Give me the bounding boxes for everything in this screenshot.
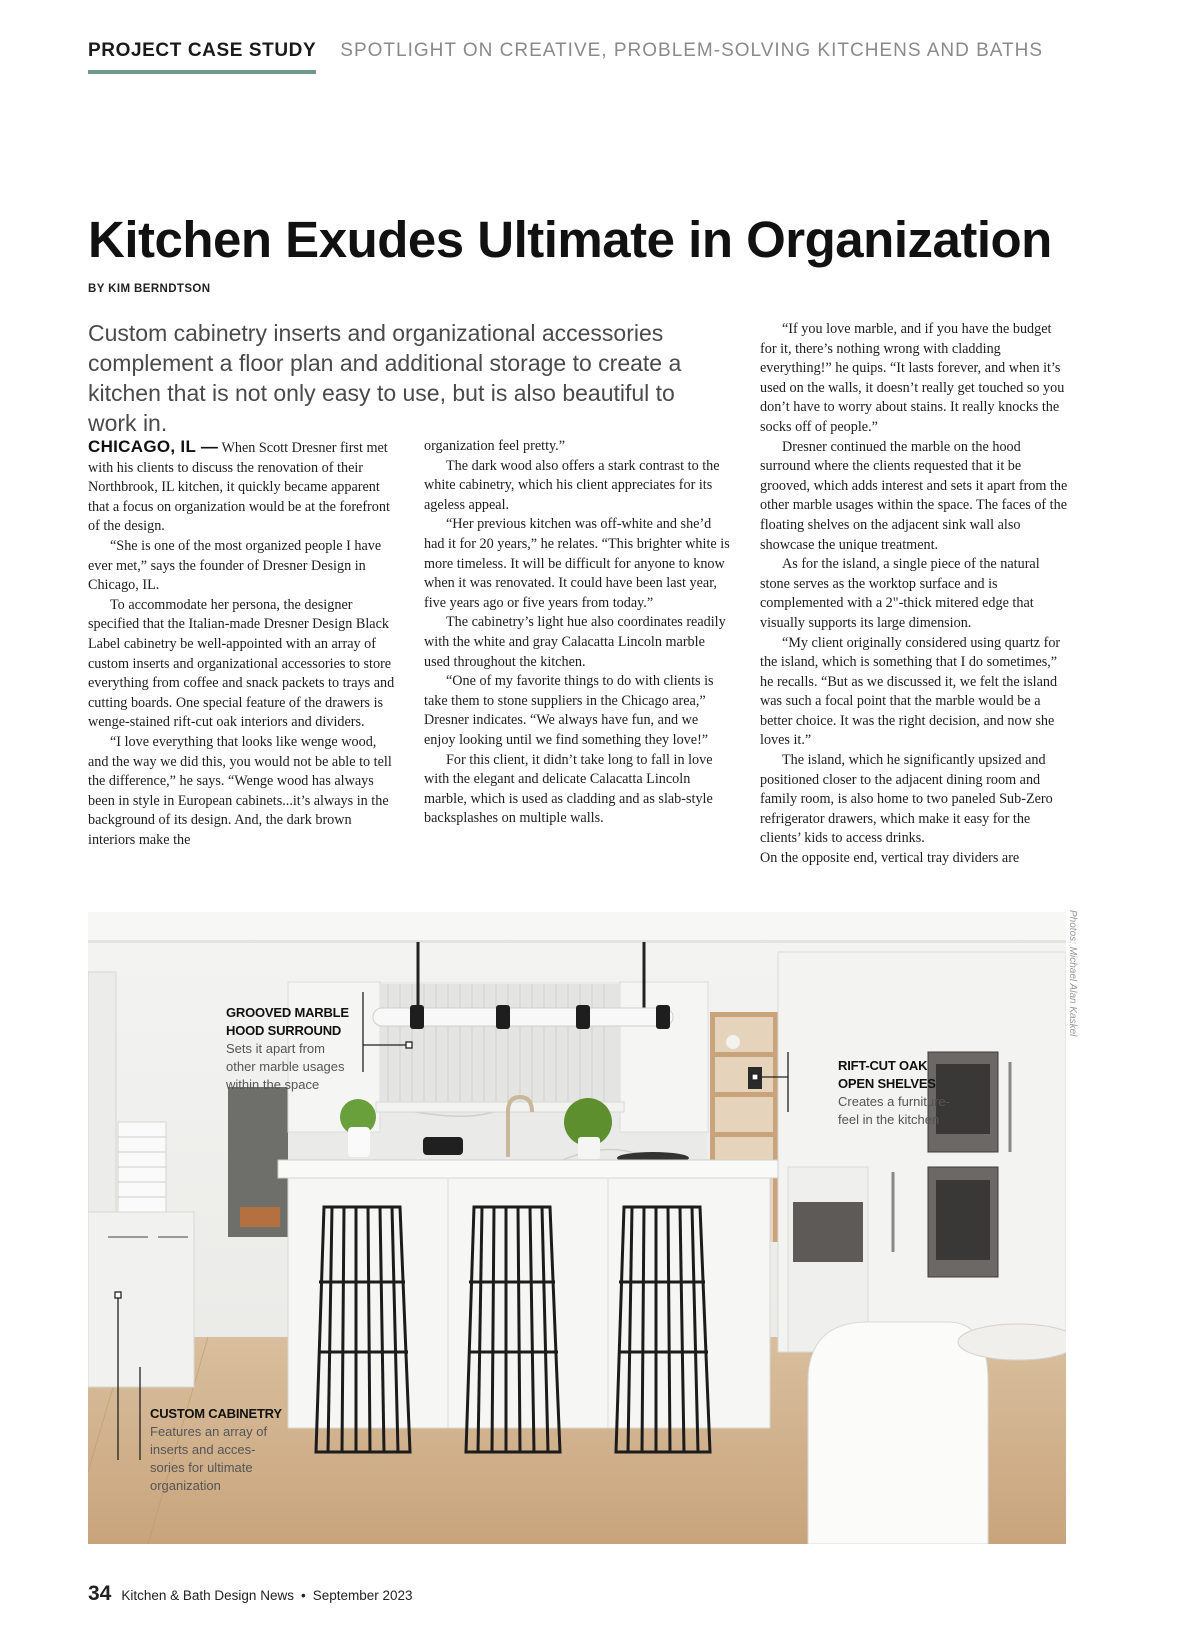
paragraph: The cabinetry’s light hue also coordinates readily with the white and gray Calacatta Lincoln marble used throughout the kitchen. bbox=[424, 614, 726, 670]
text-column-3 bbox=[760, 320, 1068, 869]
article-title: Kitchen Exudes Ultimate in Organization bbox=[88, 211, 1052, 268]
paragraph: “My client originally considered using quartz for the island, which is something that I do sometimes,” he recalls. “But as we discussed it, we felt the island was such a focal point that the marble would be a better choice. It was the right decision, and now she loves it.” bbox=[760, 634, 1061, 749]
paragraph: “She is one of the most organized people I have ever met,” says the founder of Dresner Design in Chicago, IL. bbox=[88, 537, 382, 594]
text-column-1 bbox=[88, 437, 396, 850]
callout-body: inserts and acces- bbox=[150, 1442, 256, 1457]
paragraph: “I love everything that looks like wenge wood, and the way we did this, you would not be able to tell the difference,” he says. “Wenge wood has always been in style in European cabinets...it’s always in the background of its design. And, the dark brown interiors make the bbox=[88, 733, 392, 848]
page-number: 34 bbox=[88, 1582, 112, 1605]
section-kicker: PROJECT CASE STUDY bbox=[88, 40, 316, 74]
callout-body: Sets it apart from bbox=[226, 1041, 325, 1056]
paragraph: The dark wood also offers a stark contrast to the white cabinetry, which his client appreciates for its ageless appeal. bbox=[424, 457, 720, 513]
paragraph bbox=[88, 437, 396, 537]
photo-credit: Photos: Michael Alan Kaskel bbox=[1067, 910, 1078, 1037]
paragraph: “If you love marble, and if you have the budget for it, there’s nothing wrong with cladding everything!” he quips. “It lasts forever, and when it’s used on the walls, it doesn’t really get touched so you don’t have to worry about stains. It really knocks the socks off of people.” bbox=[760, 321, 1065, 435]
callout-open-shelves bbox=[838, 1057, 978, 1129]
byline: BY KIM BERNDTSON bbox=[88, 283, 211, 295]
callout-body: within the space bbox=[226, 1077, 320, 1092]
issue-date: September 2023 bbox=[312, 1588, 413, 1603]
footer-separator: • bbox=[300, 1588, 306, 1603]
callout-body: sories for ultimate bbox=[150, 1460, 253, 1475]
paragraph: “Her previous kitchen was off-white and she’d had it for 20 years,” he relates. “This brighter white is more timeless. It will be difficult for anyone to know when it was renovated. It could have been last year, five years ago or five years from today.” bbox=[424, 516, 730, 611]
callout-body: other marble usages bbox=[226, 1059, 345, 1074]
section-subtitle: SPOTLIGHT ON CREATIVE, PROBLEM-SOLVING KITCHENS AND BATHS bbox=[340, 40, 1044, 61]
text-column-2 bbox=[424, 437, 732, 829]
paragraph: organization feel pretty.” bbox=[424, 438, 566, 454]
kitchen-photo bbox=[88, 912, 1066, 1544]
paragraph: As for the island, a single piece of the natural stone serves as the worktop surface and is complemented with a 2"-thick mitered edge that visually supports its large dimension. bbox=[760, 556, 1040, 631]
callout-custom-cabinetry bbox=[150, 1405, 300, 1495]
paragraph: The island, which he significantly upsized and positioned closer to the adjacent dining room and family room, is also home to two paneled Sub-Zero refrigerator drawers, which make it easy for the clients’ kids to access drinks. bbox=[760, 752, 1053, 847]
callout-body: Creates a furniture- bbox=[838, 1094, 950, 1109]
paragraph: To accommodate her persona, the designer specified that the Italian-made Dresner Design Black Label cabinetry be well-appointed with an array of custom inserts and organizational accessories to store everything from coffee and snack packets to trays and cutting boards. One special feature of the drawers is wenge-stained rift-cut oak interiors and dividers. bbox=[88, 596, 395, 731]
paragraph: For this client, it didn’t take long to fall in love with the elegant and delicate Calacatta Lincoln marble, which is used as cladding and as slab-style backsplashes on multiple walls. bbox=[424, 751, 713, 827]
publication-name: Kitchen & Bath Design News bbox=[121, 1588, 294, 1603]
running-header bbox=[88, 40, 1043, 74]
paragraph-text: When Scott Dresner first met with his clients to discuss the renovation of their Northbrook, IL kitchen, it quickly became apparent that a focus on organization would be at the forefront of the design. bbox=[88, 440, 390, 535]
callout-title: RIFT-CUT OAK bbox=[838, 1058, 928, 1073]
callout-title: GROOVED MARBLE bbox=[226, 1005, 349, 1020]
paragraph: “One of my favorite things to do with clients is take them to stone suppliers in the Chicago area,” Dresner indicates. “We always have fun, and we enjoy looking until we find something they love!” bbox=[424, 673, 714, 748]
page-footer bbox=[88, 1582, 413, 1606]
dateline: CHICAGO, IL — bbox=[88, 437, 219, 456]
article-deck: Custom cabinetry inserts and organizational accessories complement a floor plan and additional storage to create a kitchen that is not only easy to use, but is also beautiful to work in. bbox=[88, 320, 682, 436]
paragraph: On the opposite end, vertical tray dividers are bbox=[760, 850, 1020, 867]
paragraph: Dresner continued the marble on the hood surround where the clients requested that it be grooved, which adds interest and sets it apart from the other marble usages within the space. The faces of the floating shelves on the adjacent sink wall also showcase the unique treatment. bbox=[760, 438, 1068, 553]
callout-title: OPEN SHELVES bbox=[838, 1076, 936, 1091]
callout-title: HOOD SURROUND bbox=[226, 1023, 342, 1038]
callout-title: CUSTOM CABINETRY bbox=[150, 1406, 282, 1421]
callout-body: Features an array of bbox=[150, 1424, 268, 1439]
callout-hood-surround bbox=[226, 1004, 366, 1094]
callout-body: organization bbox=[150, 1478, 221, 1493]
callout-body: feel in the kitchen bbox=[838, 1112, 940, 1127]
